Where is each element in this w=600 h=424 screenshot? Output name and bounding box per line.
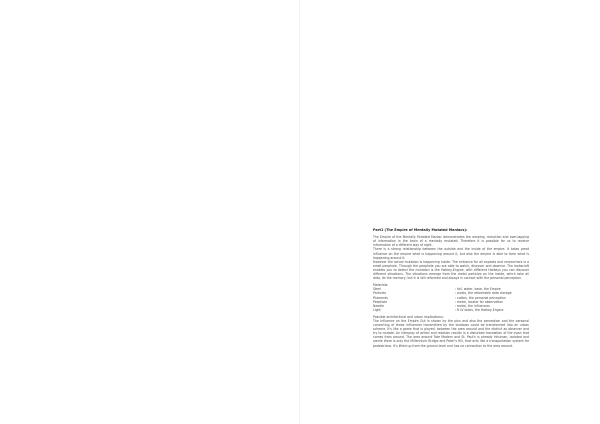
material-description: : foil, water, base, the Empire [455, 287, 501, 292]
section-heading: Part1 (The Empire of Mentally Mutated Maniacs): [373, 228, 468, 232]
architecture-paragraph: The influence on the Empire Gut is shown by the pins and also the perception and the personal converting of these influences transmitted by the shadows could be transformed into an urban scheme. It's like a game that is played, between the area around and the district as observer and try to mutate. An interplay of action and reaction results in a disturbed translation of the input that comes from around. The area around Tate Modern and St. Paul's is already inhuman, isolated and sterile there is only the Millennium Bridge and Peter's Hill, that acts like a transportation system for pedestrians. It's lifted up from the ground level and has no connection to the area around. [373, 318, 529, 348]
relationship-paragraph: There is a strong relationship between the outside and the inside of the empire. It takes great influence on the empire what is happening around it, but also the empire is able to form what is happening around it. [373, 247, 529, 260]
materials-row [373, 308, 529, 312]
material-description: : metal, locator for observation [455, 299, 504, 304]
architecture-title: Possible architectural and urban implications: [373, 314, 444, 319]
materials-list [373, 283, 529, 312]
material-name: Needle [373, 303, 384, 308]
material-description: : 6 LV bulbs, the Hotkey-Engine [455, 307, 504, 312]
materials-title: Materials: [373, 283, 389, 288]
material-name: Steel [373, 287, 381, 292]
material-name: Peephole [373, 299, 388, 304]
material-name: Particles [373, 291, 387, 296]
material-description: : metal, the influences [455, 303, 490, 308]
page-spine-divider [299, 0, 300, 424]
material-description: : pixels, the reformable data storage [455, 291, 512, 296]
intro-paragraph: The Empire of the Mentally Mutated Maniac demonstrates the warping, reduction and over-lapping of information in the brain of a mentally mutated. Therefore it is possible for us to receive information of a different way of sight. [373, 235, 529, 248]
material-name: Filaments [373, 295, 388, 300]
text-column [373, 228, 529, 348]
material-description: : cotton, the personal perception [455, 295, 506, 300]
material-name: Light [373, 307, 381, 312]
mutation-paragraph: However the actual mutation is happening inside. The entrance for all expeots and researchers is a small peephole. Through the peephole you are able to watch, discover and observe. The loohscloft enables you to detect the mutation is the Hotkey-Engine, with different Hotkeys you can discover different situations. The situations emerge from the metal particles on the inside, which take all data, its the memory, but it is still reformed and always in contact with the personal perception. [373, 259, 529, 281]
